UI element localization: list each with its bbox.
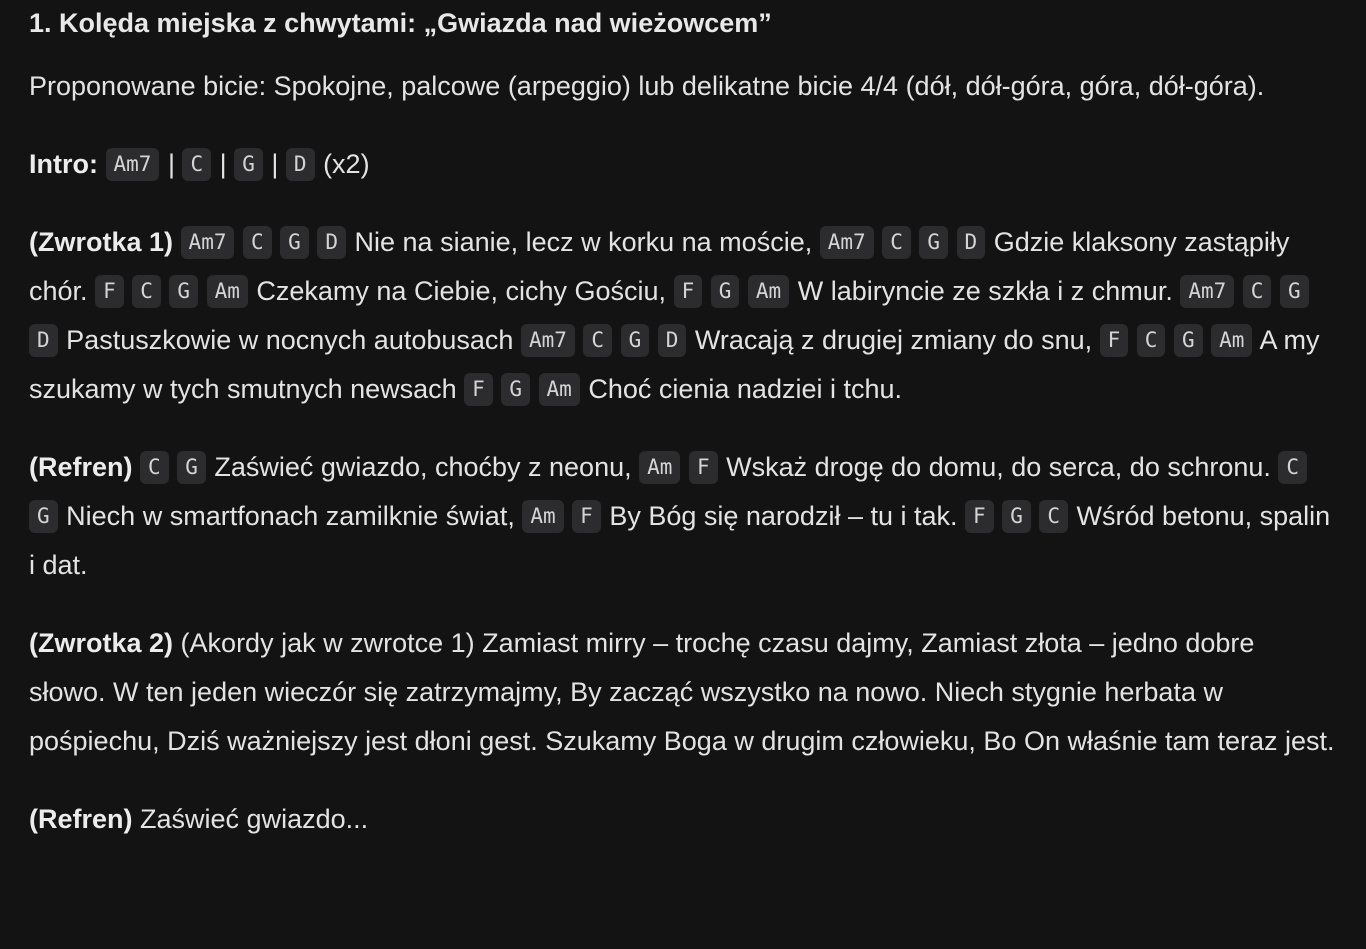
chord: G [711, 275, 740, 308]
verse-2-label: (Zwrotka 2) [29, 628, 174, 658]
chord: F [689, 451, 718, 484]
chord: Am [522, 500, 563, 533]
chord: G [919, 226, 948, 259]
intro-label: Intro: [29, 149, 98, 179]
chord: G [29, 500, 58, 533]
chord: Am7 [1180, 275, 1234, 308]
chord: F [95, 275, 124, 308]
chord: G [169, 275, 198, 308]
chord: F [572, 500, 601, 533]
lyric-line: W labiryncie ze szkła i z chmur. [797, 276, 1173, 306]
lyric-line: Wracają z drugiej zmiany do snu, [694, 325, 1093, 355]
chord-separator: | [219, 149, 227, 179]
chord-separator: | [271, 149, 279, 179]
lyric-line: Czekamy na Ciebie, cichy Gościu, [256, 276, 667, 306]
chord: Am7 [521, 324, 575, 357]
lyric-line: Zaświeć gwiazdo, choćby z neonu, [214, 452, 632, 482]
verse-1-label: (Zwrotka 1) [29, 227, 174, 257]
chord: D [29, 324, 58, 357]
chord: Am7 [106, 148, 160, 181]
chord: C [132, 275, 161, 308]
chord: D [317, 226, 346, 259]
lyric-line: Nie na sianie, lecz w korku na moście, [354, 227, 813, 257]
chord: Am [207, 275, 248, 308]
chord: F [1100, 324, 1129, 357]
lyric-line: A my szukamy w tych smutnych newsach [29, 325, 1320, 404]
chord: G [621, 324, 650, 357]
chord: C [182, 148, 211, 181]
verse-1-section [29, 218, 1338, 414]
chord: D [957, 226, 986, 259]
chord: G [1174, 324, 1203, 357]
verse-2-text: (Akordy jak w zwrotce 1) Zamiast mirry – trochę czasu dajmy, Zamiast złota – jedno dobre słowo. W ten jeden wieczór się zatrzymajmy, By zacząć wszystko na nowo. Niech stygnie herbata w pośpiechu, Dziś ważniejszy jest dłoni gest. Szukamy Boga w drugim człowieku, Bo On właśnie tam teraz jest. [29, 628, 1335, 756]
lyric-line: Choć cienia nadziei i tchu. [588, 374, 903, 404]
intro-section [29, 140, 1338, 189]
chord: F [464, 373, 493, 406]
refrain-label: (Refren) [29, 804, 133, 834]
chord: C [243, 226, 272, 259]
lyric-line: Niech w smartfonach zamilknie świat, [66, 501, 515, 531]
chord: C [1243, 275, 1272, 308]
chord: Am7 [820, 226, 874, 259]
chord: C [583, 324, 612, 357]
chord-separator: | [167, 149, 175, 179]
chord: C [140, 451, 169, 484]
chord: C [1137, 324, 1166, 357]
chord: G [280, 226, 309, 259]
chord: C [1039, 500, 1068, 533]
chord: Am [539, 373, 580, 406]
lyric-line: Wskaż drogę do domu, do serca, do schronu. [726, 452, 1271, 482]
chord: D [658, 324, 687, 357]
verse-2-section [29, 619, 1338, 766]
lyric-line: By Bóg się narodził – tu i tak. [609, 501, 958, 531]
refrain-repeat-text: Zaświeć gwiazdo... [140, 804, 369, 834]
strumming-pattern: Proponowane bicie: Spokojne, palcowe (arpeggio) lub delikatne bicie 4/4 (dół, dół-góra, góra, dół-góra). [29, 71, 1265, 101]
chord: F [674, 275, 703, 308]
refrain-repeat-section [29, 795, 1338, 844]
chord: Am [639, 451, 680, 484]
chord: C [882, 226, 911, 259]
lyric-line: Gdzie klaksony zastąpiły chór. [29, 227, 1290, 306]
chord: G [501, 373, 530, 406]
chord: Am [748, 275, 789, 308]
refrain-section [29, 443, 1338, 590]
chord: Am7 [181, 226, 235, 259]
chord: Am [1211, 324, 1252, 357]
chord: G [234, 148, 263, 181]
intro-repeat: (x2) [323, 149, 370, 179]
lyric-line: Wśród betonu, spalin i dat. [29, 501, 1331, 580]
lyric-line: Pastuszkowie w nocnych autobusach [66, 325, 514, 355]
chord: G [1280, 275, 1309, 308]
chord: G [1002, 500, 1031, 533]
chord: D [286, 148, 315, 181]
refrain-label: (Refren) [29, 452, 133, 482]
chord: C [1278, 451, 1307, 484]
chord: G [177, 451, 206, 484]
song-title: 1. Kolęda miejska z chwytami: „Gwiazda nad wieżowcem” [29, 8, 772, 38]
chord: F [965, 500, 994, 533]
